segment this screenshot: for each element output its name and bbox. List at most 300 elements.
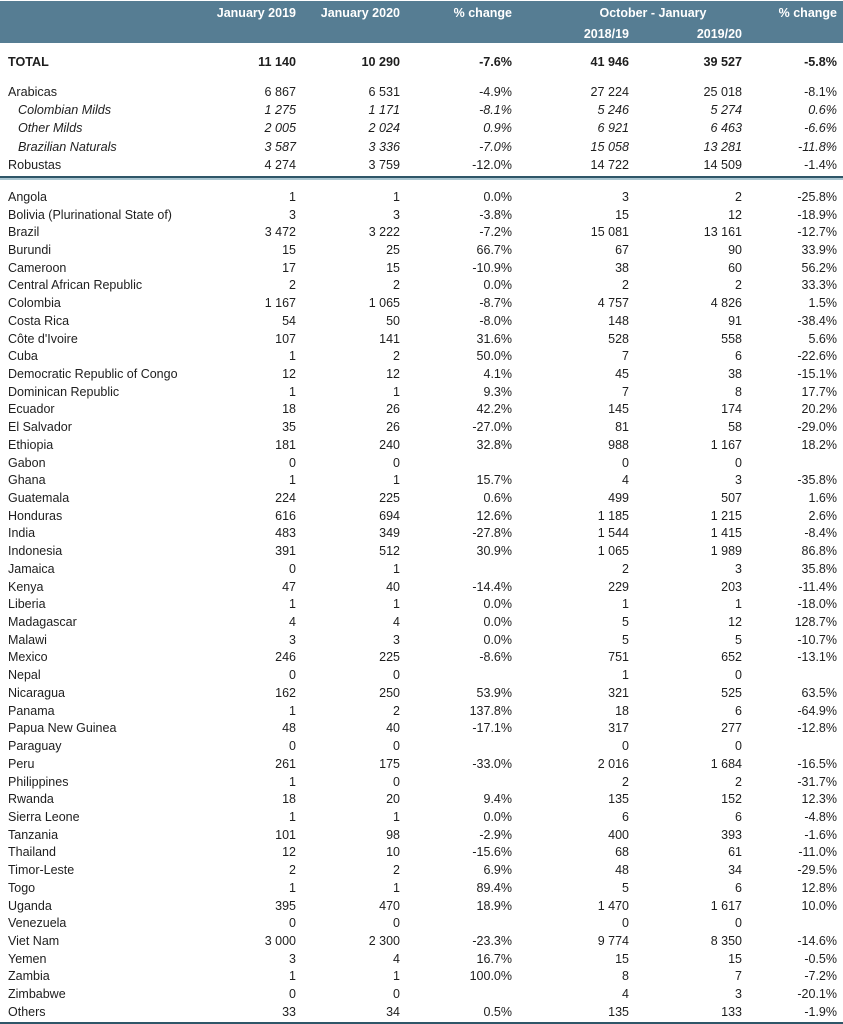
row-value: 10 290 bbox=[361, 55, 400, 69]
table-row bbox=[0, 631, 843, 649]
row-value: 9.4% bbox=[483, 792, 512, 807]
row-value: 0.9% bbox=[483, 121, 512, 136]
row-value: 400 bbox=[608, 827, 629, 842]
row-label: Madagascar bbox=[8, 615, 77, 630]
row-value: 107 bbox=[275, 331, 296, 346]
row-value: -7.2% bbox=[479, 225, 512, 240]
row-value: 1 bbox=[289, 969, 296, 984]
row-label: Ecuador bbox=[8, 402, 55, 417]
table-row bbox=[0, 844, 843, 862]
row-value: -1.9% bbox=[804, 1004, 837, 1019]
row-value: 5 bbox=[622, 615, 629, 630]
row-label: Malawi bbox=[8, 632, 47, 647]
row-label: Yemen bbox=[8, 951, 47, 966]
row-value: 512 bbox=[379, 544, 400, 559]
row-value: 6 bbox=[735, 349, 742, 364]
row-value: 321 bbox=[608, 685, 629, 700]
table-row bbox=[0, 879, 843, 897]
row-value: 1 bbox=[289, 597, 296, 612]
total-row bbox=[0, 53, 843, 71]
row-value: 15 058 bbox=[590, 139, 629, 154]
row-value: 0 bbox=[289, 455, 296, 470]
row-value: 988 bbox=[608, 437, 629, 452]
row-value: 152 bbox=[721, 792, 742, 807]
row-value: 7 bbox=[622, 349, 629, 364]
row-value: 39 527 bbox=[703, 55, 742, 69]
row-value: -6.6% bbox=[804, 121, 837, 136]
table-row bbox=[0, 489, 843, 507]
column-header-october-january: October - January bbox=[599, 5, 707, 20]
row-value: -8.0% bbox=[479, 313, 512, 328]
row-label: Panama bbox=[8, 703, 55, 718]
row-label: Venezuela bbox=[8, 916, 67, 931]
row-label: Viet Nam bbox=[8, 933, 60, 948]
row-value: 1.6% bbox=[808, 491, 837, 506]
row-value: 3 222 bbox=[368, 225, 400, 240]
row-value: 0 bbox=[289, 561, 296, 576]
row-value: 0 bbox=[735, 668, 742, 683]
row-value: -64.9% bbox=[797, 703, 837, 718]
row-value: 53.9% bbox=[476, 685, 512, 700]
row-value: -35.8% bbox=[797, 473, 837, 488]
row-value: 34 bbox=[386, 1004, 400, 1019]
row-value: 3 bbox=[622, 189, 629, 204]
row-value: 6 531 bbox=[368, 85, 400, 100]
row-value: -16.5% bbox=[797, 756, 837, 771]
row-value: 0 bbox=[289, 668, 296, 683]
row-value: -22.6% bbox=[797, 349, 837, 364]
row-value: -1.4% bbox=[804, 157, 837, 172]
row-value: 10.0% bbox=[801, 898, 837, 913]
row-value: 18.2% bbox=[801, 437, 837, 452]
row-value: 2 bbox=[622, 561, 629, 576]
table-row bbox=[0, 277, 843, 295]
row-value: -10.7% bbox=[797, 632, 837, 647]
row-value: -4.9% bbox=[479, 85, 512, 100]
row-value: 1 bbox=[289, 880, 296, 895]
table-row bbox=[0, 223, 843, 241]
row-value: 0 bbox=[393, 774, 400, 789]
row-value: 6 463 bbox=[710, 121, 742, 136]
row-label: Nepal bbox=[8, 668, 41, 683]
row-label: Sierra Leone bbox=[8, 809, 80, 824]
row-value: 100.0% bbox=[469, 969, 512, 984]
row-value: 1 171 bbox=[368, 103, 400, 118]
table-row bbox=[0, 401, 843, 419]
row-value: -2.9% bbox=[479, 827, 512, 842]
row-value: 3 bbox=[735, 473, 742, 488]
row-value: 101 bbox=[275, 827, 296, 842]
table-row bbox=[0, 347, 843, 365]
row-label: Uganda bbox=[8, 898, 52, 913]
row-value: 1 989 bbox=[710, 544, 742, 559]
row-value: 18 bbox=[615, 703, 629, 718]
row-value: 1 684 bbox=[710, 756, 742, 771]
row-value: 694 bbox=[379, 508, 400, 523]
row-value: 0.0% bbox=[483, 278, 512, 293]
row-value: 1 470 bbox=[597, 898, 629, 913]
row-value: -17.1% bbox=[472, 721, 512, 736]
row-label: Kenya bbox=[8, 579, 44, 594]
row-value: -18.0% bbox=[797, 597, 837, 612]
row-value: 0.0% bbox=[483, 189, 512, 204]
row-value: 317 bbox=[608, 721, 629, 736]
row-value: 40 bbox=[386, 579, 400, 594]
row-value: -8.1% bbox=[804, 85, 837, 100]
column-header-january-2019: January 2019 bbox=[216, 5, 296, 20]
row-label: Papua New Guinea bbox=[8, 721, 117, 736]
row-label: Colombia bbox=[8, 296, 61, 311]
row-label: Timor-Leste bbox=[8, 863, 75, 878]
row-value: 1 bbox=[735, 597, 742, 612]
table-row bbox=[0, 418, 843, 436]
row-value: 2 bbox=[622, 278, 629, 293]
column-header-season-2018-19: 2018/19 bbox=[583, 26, 629, 41]
table-row bbox=[0, 773, 843, 791]
row-value: -11.0% bbox=[798, 845, 837, 860]
row-value: 15 bbox=[615, 951, 629, 966]
row-value: 14 509 bbox=[703, 157, 742, 172]
row-value: 1 185 bbox=[597, 508, 629, 523]
row-value: 86.8% bbox=[801, 544, 837, 559]
row-value: 1 544 bbox=[597, 526, 629, 541]
row-value: 33 bbox=[282, 1004, 296, 1019]
row-value: 0.0% bbox=[483, 809, 512, 824]
row-value: -18.9% bbox=[797, 207, 837, 222]
row-value: 135 bbox=[608, 792, 629, 807]
row-value: 15 bbox=[728, 951, 742, 966]
row-value: 60 bbox=[728, 260, 742, 275]
row-value: -13.1% bbox=[797, 650, 837, 665]
row-label: Ethiopia bbox=[8, 437, 54, 452]
row-value: -4.8% bbox=[804, 809, 837, 824]
row-value: 391 bbox=[275, 544, 296, 559]
row-value: 18 bbox=[282, 402, 296, 417]
row-value: 6 867 bbox=[264, 85, 296, 100]
row-value: 0.6% bbox=[808, 103, 837, 118]
row-value: 0.0% bbox=[483, 615, 512, 630]
row-value: -8.4% bbox=[804, 526, 837, 541]
row-value: 54 bbox=[282, 313, 296, 328]
row-value: -7.6% bbox=[479, 55, 512, 69]
table-row bbox=[0, 808, 843, 826]
row-value: 18 bbox=[282, 792, 296, 807]
row-value: -38.4% bbox=[797, 313, 837, 328]
row-value: 81 bbox=[615, 420, 629, 435]
row-value: 3 bbox=[289, 951, 296, 966]
row-label: Bolivia (Plurinational State of) bbox=[8, 207, 172, 222]
table-row bbox=[0, 595, 843, 613]
row-value: 3 bbox=[735, 987, 742, 1002]
row-value: 0 bbox=[289, 987, 296, 1002]
row-value: 528 bbox=[608, 331, 629, 346]
row-value: 3 336 bbox=[368, 139, 400, 154]
table-row bbox=[0, 188, 843, 206]
row-value: 8 bbox=[622, 969, 629, 984]
row-value: 5 246 bbox=[597, 103, 629, 118]
column-header-pct-change-monthly: % change bbox=[453, 5, 512, 20]
row-value: 162 bbox=[275, 685, 296, 700]
row-label: Paraguay bbox=[8, 739, 62, 754]
row-value: -14.6% bbox=[797, 933, 837, 948]
row-value: 4 757 bbox=[597, 296, 629, 311]
row-value: -5.8% bbox=[804, 55, 837, 69]
table-row bbox=[0, 666, 843, 684]
row-value: 12 bbox=[728, 207, 742, 222]
row-value: 42.2% bbox=[476, 402, 512, 417]
row-value: 261 bbox=[275, 756, 296, 771]
row-value: 2 bbox=[289, 863, 296, 878]
row-value: 3 000 bbox=[264, 933, 296, 948]
row-value: 27 224 bbox=[590, 85, 629, 100]
table-row bbox=[0, 312, 843, 330]
row-value: -8.7% bbox=[479, 296, 512, 311]
row-value: 33.9% bbox=[801, 242, 837, 257]
row-value: 3 bbox=[393, 632, 400, 647]
row-value: 1 617 bbox=[710, 898, 742, 913]
row-value: 0 bbox=[735, 916, 742, 931]
row-value: 2 024 bbox=[368, 121, 400, 136]
row-value: 15 081 bbox=[590, 225, 629, 240]
section-divider-line bbox=[0, 176, 843, 180]
table-row bbox=[0, 206, 843, 224]
row-value: 9 774 bbox=[597, 933, 629, 948]
row-label: Thailand bbox=[8, 845, 56, 860]
row-label: Guatemala bbox=[8, 491, 70, 506]
row-value: 0 bbox=[393, 455, 400, 470]
row-value: 3 759 bbox=[368, 157, 400, 172]
row-value: 1 275 bbox=[264, 103, 296, 118]
row-value: 4.1% bbox=[483, 366, 512, 381]
row-label: Angola bbox=[8, 189, 47, 204]
row-value: 225 bbox=[379, 650, 400, 665]
row-value: 5 274 bbox=[710, 103, 742, 118]
row-value: 1 bbox=[289, 349, 296, 364]
table-row bbox=[0, 1003, 843, 1021]
row-value: 1 215 bbox=[710, 508, 742, 523]
row-label: El Salvador bbox=[8, 420, 72, 435]
row-value: 1 bbox=[393, 189, 400, 204]
row-value: 483 bbox=[275, 526, 296, 541]
row-value: 4 bbox=[393, 951, 400, 966]
row-value: 2 bbox=[393, 863, 400, 878]
row-value: 45 bbox=[615, 366, 629, 381]
row-value: 246 bbox=[275, 650, 296, 665]
table-row bbox=[0, 259, 843, 277]
row-value: 17.7% bbox=[801, 384, 837, 399]
row-value: -11.8% bbox=[798, 139, 837, 154]
row-value: 32.8% bbox=[476, 437, 512, 452]
row-value: 1 bbox=[289, 703, 296, 718]
row-value: 0 bbox=[289, 916, 296, 931]
row-value: 67 bbox=[615, 242, 629, 257]
row-label: Zambia bbox=[8, 969, 50, 984]
row-value: 128.7% bbox=[794, 615, 837, 630]
row-label: Arabicas bbox=[8, 85, 57, 100]
row-value: 15 bbox=[282, 242, 296, 257]
row-value: -0.5% bbox=[804, 951, 837, 966]
row-value: 2 bbox=[622, 774, 629, 789]
row-value: 25 bbox=[386, 242, 400, 257]
row-value: 50 bbox=[386, 313, 400, 328]
row-value: -15.1% bbox=[797, 366, 837, 381]
country-rows-section bbox=[0, 188, 843, 1021]
row-value: 145 bbox=[608, 402, 629, 417]
row-value: 3 bbox=[735, 561, 742, 576]
coffee-group-row bbox=[0, 83, 843, 101]
row-value: 1 bbox=[393, 969, 400, 984]
row-label: Brazilian Naturals bbox=[18, 139, 117, 154]
table-row bbox=[0, 471, 843, 489]
row-value: -8.6% bbox=[479, 650, 512, 665]
row-value: 30.9% bbox=[476, 544, 512, 559]
row-value: 38 bbox=[728, 366, 742, 381]
row-value: 2 bbox=[393, 349, 400, 364]
table-row bbox=[0, 914, 843, 932]
row-value: 1 bbox=[622, 597, 629, 612]
row-value: 12 bbox=[282, 845, 296, 860]
table-row bbox=[0, 897, 843, 915]
row-value: 1 bbox=[393, 384, 400, 399]
row-value: 1 bbox=[289, 774, 296, 789]
row-value: 1 065 bbox=[368, 296, 400, 311]
table-row bbox=[0, 950, 843, 968]
row-value: 240 bbox=[379, 437, 400, 452]
row-value: 616 bbox=[275, 508, 296, 523]
row-label: Philippines bbox=[8, 774, 69, 789]
row-value: 1.5% bbox=[808, 296, 837, 311]
row-label: TOTAL bbox=[8, 55, 49, 69]
row-value: 203 bbox=[721, 579, 742, 594]
row-value: 50.0% bbox=[476, 349, 512, 364]
row-label: Robustas bbox=[8, 157, 62, 172]
table-row bbox=[0, 560, 843, 578]
row-value: 1 bbox=[393, 809, 400, 824]
table-row bbox=[0, 702, 843, 720]
row-value: 56.2% bbox=[801, 260, 837, 275]
row-value: 6 bbox=[735, 880, 742, 895]
row-value: 1 bbox=[393, 561, 400, 576]
row-value: 470 bbox=[379, 898, 400, 913]
row-value: -10.9% bbox=[472, 260, 512, 275]
row-value: 175 bbox=[379, 756, 400, 771]
table-header bbox=[0, 1, 843, 43]
row-value: 2 bbox=[393, 703, 400, 718]
row-value: 393 bbox=[721, 827, 742, 842]
row-value: 20 bbox=[386, 792, 400, 807]
row-label: Togo bbox=[8, 880, 36, 895]
row-value: 6 bbox=[735, 703, 742, 718]
row-value: -8.1% bbox=[479, 103, 512, 118]
row-value: 7 bbox=[622, 384, 629, 399]
row-value: 12 bbox=[728, 615, 742, 630]
row-value: -15.6% bbox=[472, 845, 512, 860]
row-label: Others bbox=[8, 1004, 46, 1019]
row-value: 525 bbox=[721, 685, 742, 700]
row-label: Democratic Republic of Congo bbox=[8, 366, 178, 381]
row-value: 8 bbox=[735, 384, 742, 399]
table-row bbox=[0, 383, 843, 401]
row-value: 47 bbox=[282, 579, 296, 594]
row-value: 61 bbox=[728, 845, 742, 860]
row-value: 0 bbox=[622, 916, 629, 931]
row-label: Mexico bbox=[8, 650, 48, 665]
row-value: -27.0% bbox=[472, 420, 512, 435]
row-value: 9.3% bbox=[483, 384, 512, 399]
row-value: 41 946 bbox=[590, 55, 629, 69]
row-value: 1 167 bbox=[264, 296, 296, 311]
row-value: 5 bbox=[735, 632, 742, 647]
row-value: 1 bbox=[289, 189, 296, 204]
row-value: 12.8% bbox=[801, 880, 837, 895]
row-value: 225 bbox=[379, 491, 400, 506]
row-value: 66.7% bbox=[476, 242, 512, 257]
row-label: Honduras bbox=[8, 508, 63, 523]
row-value: 8 350 bbox=[710, 933, 742, 948]
row-value: -7.2% bbox=[804, 969, 837, 984]
row-value: -14.4% bbox=[472, 579, 512, 594]
row-value: 5 bbox=[622, 632, 629, 647]
coffee-group-section bbox=[0, 83, 843, 174]
row-value: 277 bbox=[721, 721, 742, 736]
row-label: Other Milds bbox=[18, 121, 83, 136]
row-value: 499 bbox=[608, 491, 629, 506]
table-row bbox=[0, 649, 843, 667]
row-value: -11.4% bbox=[798, 579, 837, 594]
row-value: 0 bbox=[393, 916, 400, 931]
row-value: -12.7% bbox=[797, 225, 837, 240]
row-value: 137.8% bbox=[469, 703, 512, 718]
row-value: 12.3% bbox=[801, 792, 837, 807]
row-value: 0 bbox=[289, 739, 296, 754]
row-label: Burundi bbox=[8, 242, 52, 257]
row-value: -12.8% bbox=[797, 721, 837, 736]
row-value: 12 bbox=[282, 366, 296, 381]
row-label: Ghana bbox=[8, 473, 46, 488]
row-value: 1 bbox=[289, 809, 296, 824]
row-value: 2 bbox=[393, 278, 400, 293]
table-row bbox=[0, 613, 843, 631]
row-value: 0 bbox=[393, 739, 400, 754]
row-value: 91 bbox=[728, 313, 742, 328]
row-value: -31.7% bbox=[797, 774, 837, 789]
row-value: 224 bbox=[275, 491, 296, 506]
row-value: 133 bbox=[721, 1004, 742, 1019]
row-value: 2 bbox=[735, 278, 742, 293]
row-value: 3 587 bbox=[264, 139, 296, 154]
row-value: 13 161 bbox=[703, 225, 742, 240]
table-row bbox=[0, 454, 843, 472]
table-row bbox=[0, 720, 843, 738]
row-value: 12 bbox=[386, 366, 400, 381]
row-value: 38 bbox=[615, 260, 629, 275]
table-row bbox=[0, 826, 843, 844]
row-label: Peru bbox=[8, 756, 35, 771]
row-value: -33.0% bbox=[472, 756, 512, 771]
table-row bbox=[0, 436, 843, 454]
row-value: -25.8% bbox=[797, 189, 837, 204]
table-row bbox=[0, 684, 843, 702]
row-value: 34 bbox=[728, 863, 742, 878]
row-value: 507 bbox=[721, 491, 742, 506]
row-value: 20.2% bbox=[801, 402, 837, 417]
row-label: Côte d'Ivoire bbox=[8, 331, 78, 346]
row-value: 2.6% bbox=[808, 508, 837, 523]
row-value: 15 bbox=[615, 207, 629, 222]
coffee-group-row bbox=[0, 101, 843, 119]
row-value: 15 bbox=[386, 260, 400, 275]
row-value: 1 065 bbox=[597, 544, 629, 559]
